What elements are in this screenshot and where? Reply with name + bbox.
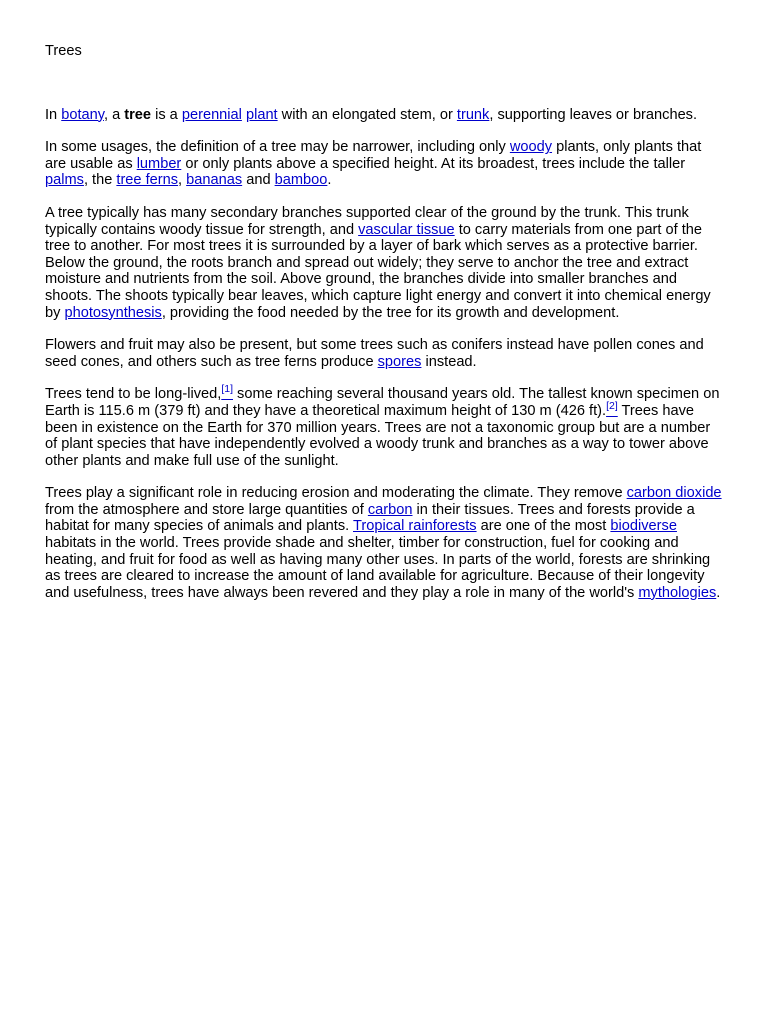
link-bananas[interactable]: bananas — [186, 172, 243, 189]
link-biodiverse[interactable]: biodiverse — [610, 518, 677, 535]
text-run: , supporting leaves or branches. — [489, 106, 698, 123]
link-spores[interactable]: spores — [377, 353, 422, 370]
text-run: , the — [83, 172, 117, 189]
link-botany[interactable]: botany — [61, 106, 104, 123]
citation-link-2[interactable] — [606, 399, 618, 419]
paragraph — [45, 205, 724, 321]
text-run: , providing the food needed by the tree for its growth and development. — [161, 304, 620, 321]
paragraph — [45, 139, 724, 189]
text-run: habitats in the world. Trees provide shade and shelter, timber for construction, fuel for cooking and heating, and fruit for food as well as having many other uses. In parts of the world, forests are shrinking as trees are cleared to increase the amount of land available for agriculture. Because of their longevity and usefulness, trees have always been revered and they play a role in many of the world's — [45, 535, 711, 601]
bold-term: tree — [124, 106, 152, 123]
citation-link-1[interactable] — [221, 383, 233, 402]
link-vascular-tissue[interactable]: vascular tissue — [358, 221, 455, 238]
text-run: or only plants above a specified height. At its broadest, trees include the taller — [181, 155, 686, 172]
text-run: . — [327, 172, 332, 189]
document-title: Trees — [45, 43, 82, 59]
link-bamboo[interactable]: bamboo — [274, 172, 328, 189]
link-perennial[interactable]: perennial — [181, 106, 242, 123]
text-run: , a — [103, 106, 125, 123]
text-run: some reaching several thousand years old. The tallest known specimen on Earth is 115.6 m (379 ft) and they have a theoretical maximum height of 130 m (426 ft). — [45, 386, 720, 419]
text-run: are one of the most — [476, 518, 611, 535]
paragraph — [45, 485, 724, 601]
text-run: instead. — [421, 353, 477, 370]
text-run: with an elongated stem, or — [277, 106, 457, 123]
text-run: to carry materials from one part of the tree to another. For most trees it is surrounded by a layer of bark which serves as a protective barrier. Below the ground, the roots branch and spread out widely; they serve to anchor the tree and extract moisture and nutrients from the soil. Above ground, the branches divide into smaller branches and shoots. The shoots typically bear leaves, which capture light energy and convert it into chemical energy by — [45, 221, 711, 321]
link-trunk[interactable]: trunk — [456, 106, 490, 123]
text-run: Trees have been in existence on the Earth for 370 million years. Trees are not a taxonomic group but are a number of plant species that have independently evolved a woody trunk and branches as a way to tower above other plants and make full use of the sunlight. — [45, 402, 711, 469]
link-palms[interactable]: palms — [45, 172, 84, 189]
link-tropical-rainforests[interactable]: Tropical rainforests — [353, 518, 477, 535]
text-run: in their tissues. Trees and forests provide a habitat for many species of animals and plants. — [45, 501, 695, 535]
text-run: A tree typically has many secondary branches supported clear of the ground by the trunk. This trunk typically contains woody tissue for strength, and — [45, 204, 689, 238]
text-run: Trees play a significant role in reducing erosion and moderating the climate. They remove — [45, 485, 627, 502]
citation-superscript: [1] — [221, 383, 233, 396]
link-plant[interactable]: plant — [245, 106, 278, 123]
paragraph — [45, 337, 724, 370]
link-carbon-dioxide[interactable]: carbon dioxide — [626, 485, 722, 502]
text-run: . — [716, 584, 721, 601]
link-lumber[interactable]: lumber — [136, 155, 182, 172]
link-mythologies[interactable]: mythologies — [638, 584, 717, 601]
text-run: In — [45, 106, 62, 123]
paragraph — [45, 383, 724, 469]
link-carbon[interactable]: carbon — [367, 501, 413, 518]
paragraph — [45, 107, 724, 124]
text-run: , — [178, 172, 187, 189]
text-run: is a — [151, 106, 182, 123]
text-run: from the atmosphere and store large quantities of — [45, 501, 368, 518]
citation-superscript: [2] — [606, 399, 618, 412]
text-run: In some usages, the definition of a tree may be narrower, including only — [45, 139, 510, 156]
document-body — [45, 107, 724, 602]
link-tree-ferns[interactable]: tree ferns — [116, 172, 179, 189]
link-photosynthesis[interactable]: photosynthesis — [64, 304, 162, 321]
text-run: and — [242, 172, 275, 189]
text-run: Flowers and fruit may also be present, but some trees such as conifers instead have pollen cones and seed cones, and others such as tree ferns produce — [45, 337, 704, 370]
link-woody[interactable]: woody — [509, 139, 553, 156]
text-run: plants, only plants that are usable as — [45, 139, 702, 172]
text-run: Trees tend to be long-lived, — [45, 386, 222, 403]
